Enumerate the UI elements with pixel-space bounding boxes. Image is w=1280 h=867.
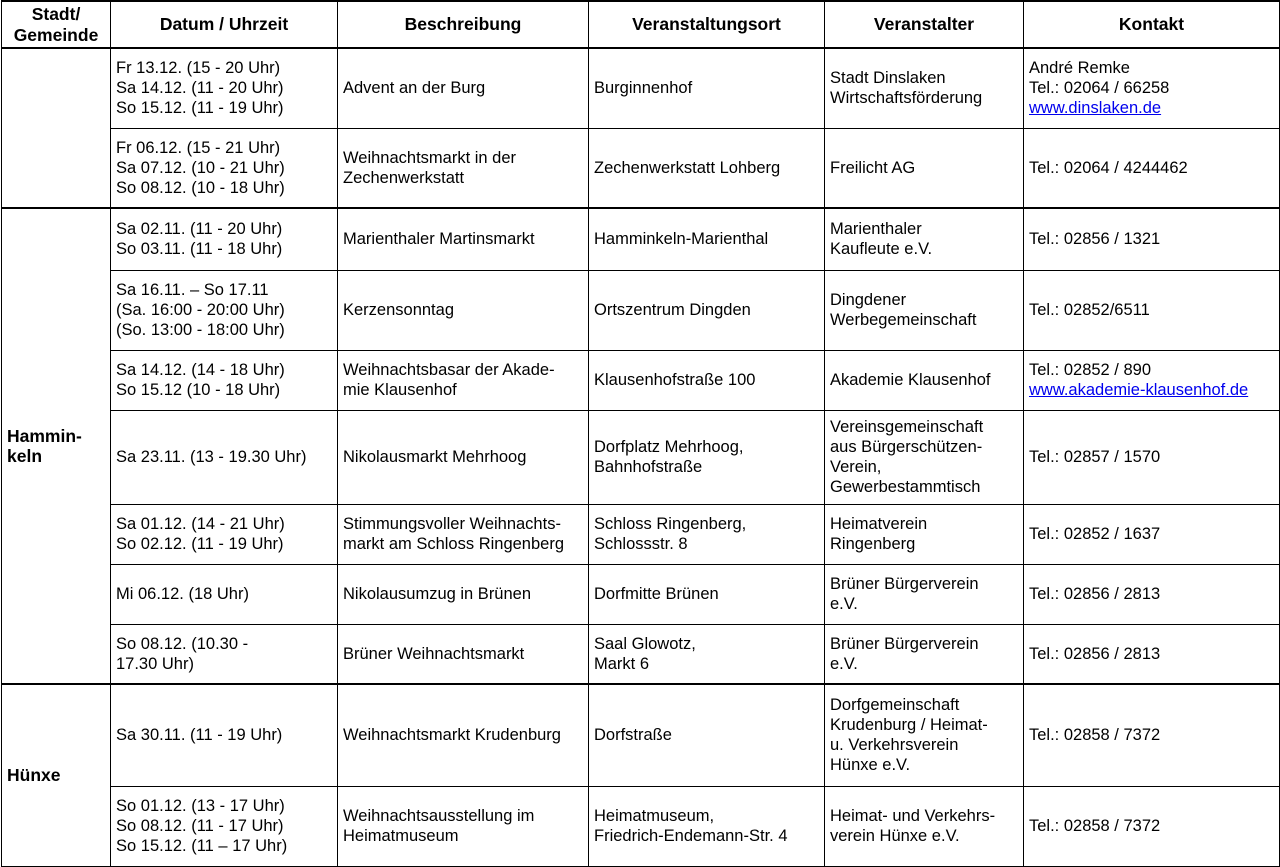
date-cell-line: Sa 16.11. – So 17.11 [116,281,269,299]
description-cell [338,564,589,624]
date-cell [111,128,338,208]
date-cell-line: Mi 06.12. (18 Uhr) [116,585,249,603]
organizer-cell-line: Wirtschaftsförderung [830,89,983,108]
table-row [2,624,1280,684]
organizer-cell-line: u. Verkehrsverein [830,736,959,755]
date-cell [111,270,338,350]
contact-cell [1024,128,1280,208]
date-cell [111,410,338,504]
organizer-cell-line: Ringenberg [830,535,916,553]
date-cell-line: Sa 02.11. (11 - 20 Uhr) [116,220,283,239]
description-cell-line: Zechenwerkstatt [343,168,465,187]
header-description: Beschreibung [338,1,589,48]
contact-cell-line: Tel.: 02064 / 66258 [1029,79,1170,98]
header-datetime: Datum / Uhrzeit [111,1,338,48]
venue-cell-line: Dorfstraße [594,726,672,745]
organizer-cell-line: Heimat- und Verkehrs- [830,807,996,825]
date-cell-line: Sa 07.12. (10 - 21 Uhr) [116,158,285,177]
date-cell-line: So 01.12. (13 - 17 Uhr) [116,797,285,815]
header-town-line: Gemeinde [13,24,99,45]
venue-cell [589,564,825,624]
organizer-cell-line: Vereinsgemeinschaft [830,418,984,436]
date-cell [111,350,338,410]
contact-cell-line: Tel.: 02852 / 1637 [1029,525,1161,543]
organizer-cell [825,270,1024,350]
venue-cell [589,48,825,128]
organizer-cell-line: e.V. [830,595,858,613]
table-row [2,350,1280,410]
organizer-cell [825,684,1024,786]
description-cell-line: Advent an der Burg [343,79,486,98]
description-cell [338,684,589,786]
description-cell [338,128,589,208]
venue-cell [589,350,825,410]
description-cell-line: Stimmungsvoller Weihnachts- [343,515,561,533]
table-row [2,684,1280,786]
header-organizer: Veranstalter [825,1,1024,48]
organizer-cell-line: Dingdener [830,291,907,309]
description-cell-line: Nikolausumzug in Brünen [343,585,532,603]
date-cell-line: So 15.12. (11 – 17 Uhr) [116,837,288,855]
venue-cell-line: Markt 6 [594,654,650,673]
venue-cell-line: Klausenhofstraße 100 [594,371,756,389]
contact-cell [1024,208,1280,270]
date-cell [111,504,338,564]
contact-cell [1024,410,1280,504]
table-row [2,504,1280,564]
organizer-cell-line: Dorfgemeinschaft [830,696,960,715]
date-cell-line: So 08.12. (11 - 17 Uhr) [116,817,284,835]
venue-cell [589,786,825,866]
venue-cell-line: Bahnhofstraße [594,458,703,476]
header-row [2,1,1280,48]
date-cell-line: So 15.12. (11 - 19 Uhr) [116,99,284,118]
header-venue: Veranstaltungsort [589,1,825,48]
organizer-cell-line: Akademie Klausenhof [830,371,991,389]
venue-cell-line: Burginnenhof [594,79,693,98]
date-cell [111,564,338,624]
date-cell-line: Sa 01.12. (14 - 21 Uhr) [116,515,285,533]
organizer-cell-line: aus Bürgerschützen- [830,438,983,456]
venue-cell-line: Dorfmitte Brünen [594,585,719,603]
venue-cell-line: Saal Glowotz, [594,634,696,653]
town-cell-line: Hammin- [7,426,82,446]
organizer-cell [825,786,1024,866]
organizer-cell-line: e.V. [830,654,858,673]
organizer-cell-line: Stadt Dinslaken [830,69,946,88]
organizer-cell-line: Marienthaler [830,220,922,239]
description-cell [338,786,589,866]
date-cell-line: So 15.12 (10 - 18 Uhr) [116,381,281,399]
venue-cell-line: Zechenwerkstatt Lohberg [594,158,781,177]
description-cell [338,350,589,410]
date-cell-line: Sa 14.12. (14 - 18 Uhr) [116,361,285,379]
date-cell [111,786,338,866]
website-link[interactable]: www.akademie-klausenhof.de [1029,381,1249,399]
organizer-cell [825,504,1024,564]
date-cell-line: Fr 06.12. (15 - 21 Uhr) [116,138,281,157]
contact-cell-line: Tel.: 02852/6511 [1029,301,1150,319]
organizer-cell [825,208,1024,270]
venue-cell-line: Schloss Ringenberg, [594,515,747,533]
table-row [2,410,1280,504]
venue-cell-line: Schlossstr. 8 [594,535,688,553]
contact-cell [1024,270,1280,350]
date-cell-line: So 03.11. (11 - 18 Uhr) [116,240,283,259]
description-cell-line: markt am Schloss Ringenberg [343,535,565,553]
contact-cell-line: Tel.: 02858 / 7372 [1029,726,1161,745]
organizer-cell [825,624,1024,684]
description-cell [338,270,589,350]
table-row [2,564,1280,624]
contact-cell-line: Tel.: 02852 / 890 [1029,361,1152,379]
description-cell [338,624,589,684]
description-cell-line: Weihnachtsmarkt Krudenburg [343,726,561,745]
venue-cell-line: Friedrich-Endemann-Str. 4 [594,827,788,845]
description-cell [338,410,589,504]
description-cell [338,504,589,564]
table-row [2,128,1280,208]
date-cell-line: So 02.12. (11 - 19 Uhr) [116,535,284,553]
venue-cell [589,208,825,270]
description-cell-line: Nikolausmarkt Mehrhoog [343,448,527,466]
description-cell-line: Weihnachtsbasar der Akade- [343,361,555,379]
contact-cell [1024,624,1280,684]
contact-cell-line: Tel.: 02858 / 7372 [1029,817,1161,835]
town-cell-line: Hünxe [7,765,61,786]
description-cell [338,208,589,270]
description-cell-line: Brüner Weihnachtsmarkt [343,644,525,663]
contact-cell [1024,48,1280,128]
contact-cell [1024,684,1280,786]
contact-cell-line: André Remke [1029,59,1130,78]
organizer-cell [825,128,1024,208]
organizer-cell-line: Heimatverein [830,515,928,533]
organizer-cell-line: Gewerbestammtisch [830,478,981,496]
organizer-cell-line: Brüner Bürgerverein [830,575,979,593]
description-cell-line: Weihnachtsausstellung im [343,807,535,825]
venue-cell [589,504,825,564]
organizer-cell-line: verein Hünxe e.V. [830,827,960,845]
contact-cell-line: Tel.: 02064 / 4244462 [1029,158,1188,177]
contact-cell-line: Tel.: 02857 / 1570 [1029,448,1161,466]
date-cell-line: Sa 14.12. (11 - 20 Uhr) [116,79,284,98]
venue-cell-line: Hamminkeln-Marienthal [594,230,769,249]
header-town [2,1,111,48]
description-cell-line: Heimatmuseum [343,827,459,845]
venue-cell [589,128,825,208]
organizer-cell [825,410,1024,504]
organizer-cell-line: Brüner Bürgerverein [830,634,979,653]
contact-cell [1024,564,1280,624]
organizer-cell [825,350,1024,410]
contact-cell [1024,350,1280,410]
header-town-line: Stadt/ [31,3,81,24]
contact-cell-line: Tel.: 02856 / 2813 [1029,644,1161,663]
town-cell-line: keln [7,446,43,466]
date-cell-line: Sa 23.11. (13 - 19.30 Uhr) [116,448,307,466]
organizer-cell-line: Hünxe e.V. [830,756,911,775]
organizer-cell [825,48,1024,128]
venue-cell [589,624,825,684]
town-cell [2,684,111,866]
town-cell [2,208,111,684]
table-row [2,786,1280,866]
date-cell-line: Sa 30.11. (11 - 19 Uhr) [116,726,283,745]
contact-cell [1024,786,1280,866]
venue-cell-line: Heimatmuseum, [594,807,715,825]
organizer-cell-line: Verein, [830,458,882,476]
table-row [2,270,1280,350]
organizer-cell-line: Kaufleute e.V. [830,240,933,259]
events-body [2,48,1280,866]
date-cell [111,48,338,128]
organizer-cell [825,564,1024,624]
contact-cell-line: Tel.: 02856 / 1321 [1029,230,1161,249]
table-row [2,208,1280,270]
venue-cell [589,270,825,350]
date-cell-line: 17.30 Uhr) [116,654,194,673]
website-link[interactable]: www.dinslaken.de [1029,99,1162,118]
contact-cell [1024,504,1280,564]
organizer-cell-line: Krudenburg / Heimat- [830,716,988,735]
date-cell [111,208,338,270]
description-cell-line: Kerzensonntag [343,301,454,319]
date-cell [111,684,338,786]
organizer-cell-line: Freilicht AG [830,158,916,177]
date-cell-line: So 08.12. (10 - 18 Uhr) [116,178,285,197]
town-cell [2,48,111,208]
description-cell [338,48,589,128]
events-table [1,0,1280,867]
venue-cell-line: Dorfplatz Mehrhoog, [594,438,744,456]
date-cell-line: (So. 13:00 - 18:00 Uhr) [116,321,285,339]
venue-cell [589,410,825,504]
header-contact: Kontakt [1024,1,1280,48]
date-cell-line: So 08.12. (10.30 - [116,634,249,653]
description-cell-line: Marienthaler Martinsmarkt [343,230,535,249]
venue-cell [589,684,825,786]
contact-cell-line: Tel.: 02856 / 2813 [1029,585,1161,603]
organizer-cell-line: Werbegemeinschaft [830,311,977,329]
date-cell [111,624,338,684]
table-row [2,48,1280,128]
description-cell-line: mie Klausenhof [343,381,457,399]
date-cell-line: (Sa. 16:00 - 20:00 Uhr) [116,301,285,319]
date-cell-line: Fr 13.12. (15 - 20 Uhr) [116,59,281,78]
description-cell-line: Weihnachtsmarkt in der [343,148,517,167]
venue-cell-line: Ortszentrum Dingden [594,301,751,319]
